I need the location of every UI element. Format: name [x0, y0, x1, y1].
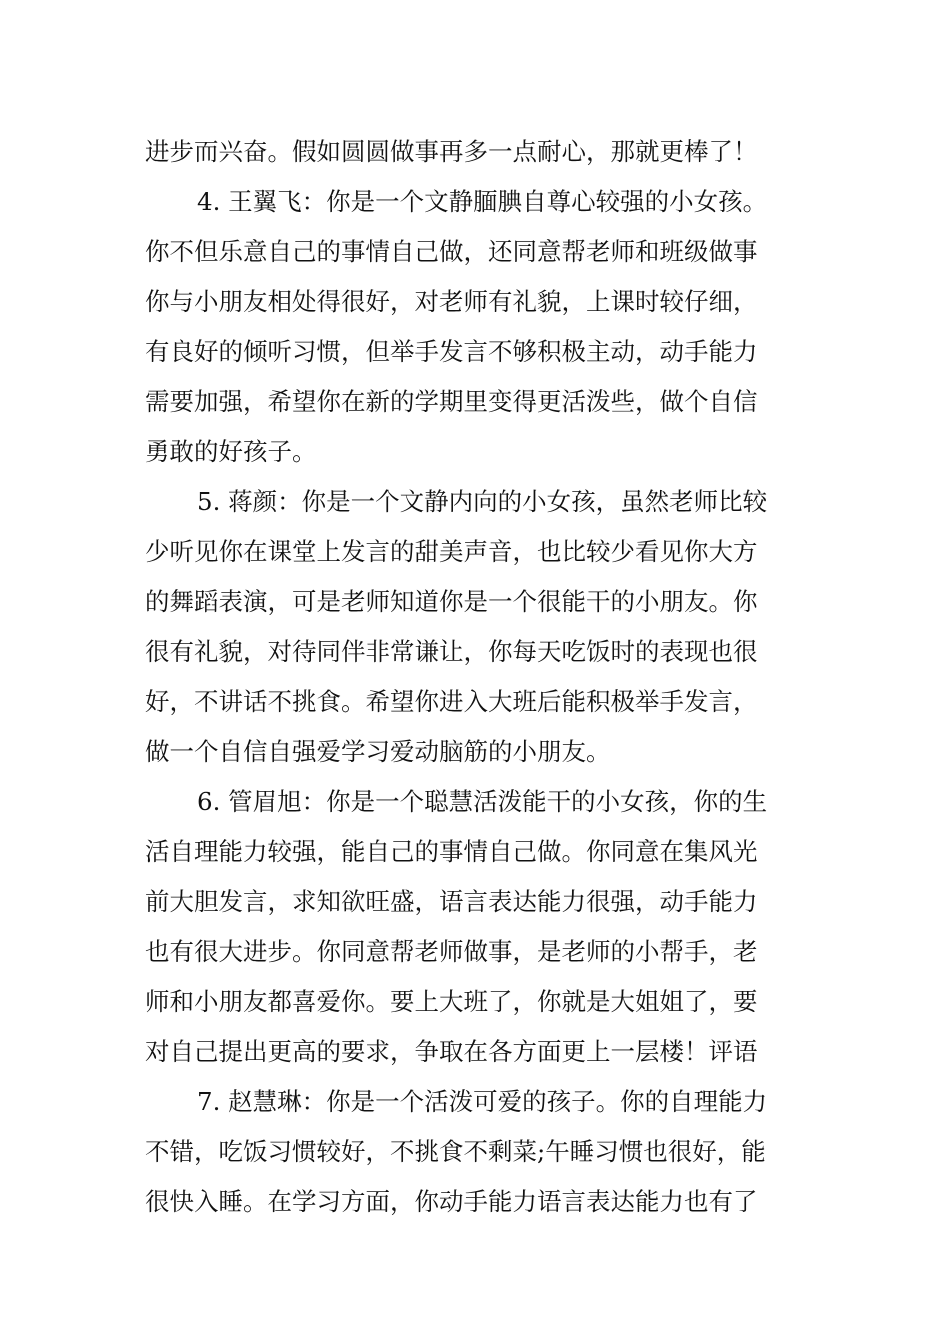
text-line: 做一个自信自强爱学习爱动脑筋的小朋友。: [145, 737, 611, 766]
text-line: 7. 赵慧琳：你是一个活泼可爱的孩子。你的自理能力: [197, 1087, 768, 1116]
text-line: 4. 王翼飞：你是一个文静腼腆自尊心较强的小女孩。: [197, 187, 768, 216]
text-line: 你与小朋友相处得很好，对老师有礼貌，上课时较仔细，: [145, 287, 758, 316]
text-line: 也有很大进步。你同意帮老师做事，是老师的小帮手，老: [145, 937, 758, 966]
text-line: 6. 管眉旭：你是一个聪慧活泼能干的小女孩，你的生: [197, 787, 768, 816]
text-line: 很快入睡。在学习方面，你动手能力语言表达能力也有了: [145, 1187, 758, 1216]
text-line: 对自己提出更高的要求，争取在各方面更上一层楼！评语: [145, 1037, 758, 1066]
text-line: 有良好的倾听习惯，但举手发言不够积极主动，动手能力: [145, 337, 758, 366]
text-line: 少听见你在课堂上发言的甜美声音，也比较少看见你大方: [145, 537, 758, 566]
text-line: 的舞蹈表演，可是老师知道你是一个很能干的小朋友。你: [145, 587, 758, 616]
text-line: 活自理能力较强，能自己的事情自己做。你同意在集风光: [145, 837, 758, 866]
text-line: 前大胆发言，求知欲旺盛，语言表达能力很强，动手能力: [145, 887, 758, 916]
text-line: 不错，吃饭习惯较好，不挑食不剩菜;午睡习惯也很好，能: [145, 1137, 766, 1166]
text-line: 进步而兴奋。假如圆圆做事再多一点耐心，那就更棒了！: [145, 137, 758, 166]
text-line: 你不但乐意自己的事情自己做，还同意帮老师和班级做事: [145, 237, 758, 266]
text-line: 勇敢的好孩子。: [145, 437, 317, 466]
text-line: 好，不讲话不挑食。希望你进入大班后能积极举手发言，: [145, 687, 758, 716]
text-line: 很有礼貌，对待同伴非常谦让，你每天吃饭时的表现也很: [145, 637, 758, 666]
text-line: 师和小朋友都喜爱你。要上大班了，你就是大姐姐了，要: [145, 987, 758, 1016]
text-line: 5. 蒋颜：你是一个文静内向的小女孩，虽然老师比较: [197, 487, 768, 516]
document-body: [145, 127, 815, 1227]
text-line: 需要加强，希望你在新的学期里变得更活泼些，做个自信: [145, 387, 758, 416]
